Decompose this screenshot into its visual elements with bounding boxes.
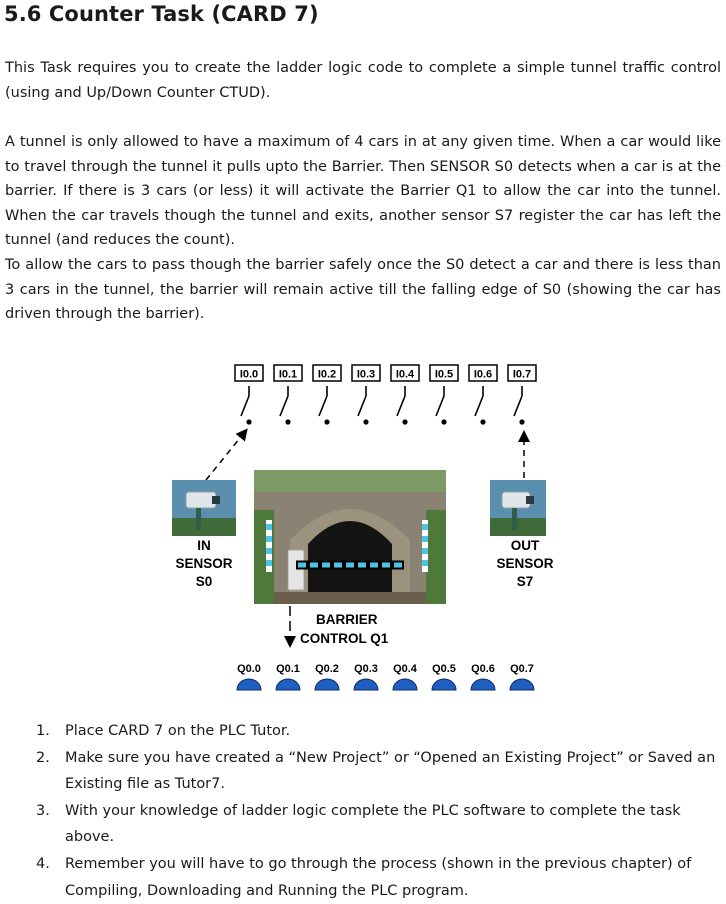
description-paragraph-1: A tunnel is only allowed to have a maximum of 4 cars in at any given time. When a car would like to travel through the tunnel it pulls upto the Barrier. Then SENSOR S0 detects when a car is at the barrier. If there is 3 cars (or less) it will activate the Barrier Q1 to allow the car into the tunnel. When the car travels though the tunnel and exits, another sensor S7 register the car has left the tunnel (and reduces the count). (5, 134, 721, 249)
barrier-label-line-1: BARRIER (316, 612, 378, 627)
input-address-1: I0.1 (278, 368, 298, 381)
output-lamp-icon (471, 679, 495, 690)
switch-contact-icon (475, 386, 486, 425)
list-item-number: 4. (36, 855, 50, 872)
list-item-text: Place CARD 7 on the PLC Tutor. (65, 723, 291, 739)
list-item-number: 2. (36, 749, 50, 766)
output-address-labels (237, 663, 534, 675)
list-item (20, 798, 721, 851)
list-item (20, 851, 721, 904)
page-title: 5.6 Counter Task (CARD 7) (4, 2, 319, 26)
list-item-number: 3. (36, 802, 50, 819)
input-switch-contacts (241, 386, 525, 425)
left-post-icon (266, 520, 272, 572)
input-address-labels (235, 365, 536, 381)
output-lamp-icon (354, 679, 378, 690)
switch-contact-icon (319, 386, 330, 425)
in-sensor-link (206, 433, 244, 480)
list-item (20, 745, 721, 798)
list-item-text: Remember you will have to go through the process (shown in the previous chapter) of Compiling, Downloading and Running the PLC program. (65, 855, 692, 899)
task-description (5, 130, 721, 327)
output-lamp-icon (393, 679, 417, 690)
output-lamp-icon (276, 679, 300, 690)
input-address-5: I0.5 (434, 368, 454, 381)
switch-contact-icon (358, 386, 369, 425)
in-sensor-label-line-2: SENSOR (175, 556, 233, 571)
output-address-6: Q0.6 (471, 663, 495, 675)
input-address-2: I0.2 (317, 368, 337, 381)
input-address-6: I0.6 (473, 368, 493, 381)
switch-contact-icon (280, 386, 291, 425)
output-address-1: Q0.1 (276, 663, 300, 675)
output-address-7: Q0.7 (510, 663, 534, 675)
tunnel-picture (254, 470, 446, 604)
input-address-7: I0.7 (512, 368, 532, 381)
switch-contact-icon (514, 386, 525, 425)
output-address-5: Q0.5 (432, 663, 456, 675)
output-lamp-icon (510, 679, 534, 690)
input-address-4: I0.4 (395, 368, 415, 381)
output-lamp-icon (237, 679, 261, 690)
output-address-0: Q0.0 (237, 663, 261, 675)
intro-paragraph: This Task requires you to create the ladder logic code to complete a simple tunnel traffic control (using and Up/Down Counter CTUD). (5, 60, 721, 101)
output-address-4: Q0.4 (393, 663, 417, 675)
input-address-3: I0.3 (356, 368, 376, 381)
out-sensor-camera-icon (490, 480, 546, 536)
output-lamps (237, 679, 534, 690)
out-sensor-label-line-3: S7 (516, 574, 534, 589)
instruction-list (20, 718, 721, 904)
description-paragraph-2: To allow the cars to pass though the barrier safely once the S0 detect a car and there is less than 3 cars in the tunnel, the barrier will remain active till the falling edge of S0 (showing the car has driven through the barrier). (5, 256, 721, 323)
output-address-2: Q0.2 (315, 663, 339, 675)
output-lamp-icon (432, 679, 456, 690)
list-item-text: With your knowledge of ladder logic complete the PLC software to complete the task above. (65, 802, 681, 846)
switch-contact-icon (436, 386, 447, 425)
right-post-icon (422, 520, 428, 572)
out-sensor-label-line-1: OUT (510, 538, 540, 553)
list-item-text: Make sure you have created a “New Project” or “Opened an Existing Project” or Saved an Existing file as Tutor7. (65, 749, 716, 793)
in-sensor-camera-icon (172, 480, 236, 536)
switch-contact-icon (397, 386, 408, 425)
out-sensor-label-line-2: SENSOR (496, 556, 554, 571)
input-address-0: I0.0 (239, 368, 259, 381)
barrier-post (288, 550, 304, 590)
switch-contact-icon (241, 386, 252, 425)
tunnel-diagram (160, 360, 560, 695)
list-item-number: 1. (36, 723, 50, 739)
list-item (20, 718, 721, 745)
output-lamp-icon (315, 679, 339, 690)
in-sensor-label-line-1: IN (197, 538, 211, 553)
output-address-3: Q0.3 (354, 663, 378, 675)
barrier-label-line-2: CONTROL Q1 (300, 631, 389, 646)
in-sensor-label-line-3: S0 (195, 574, 213, 589)
